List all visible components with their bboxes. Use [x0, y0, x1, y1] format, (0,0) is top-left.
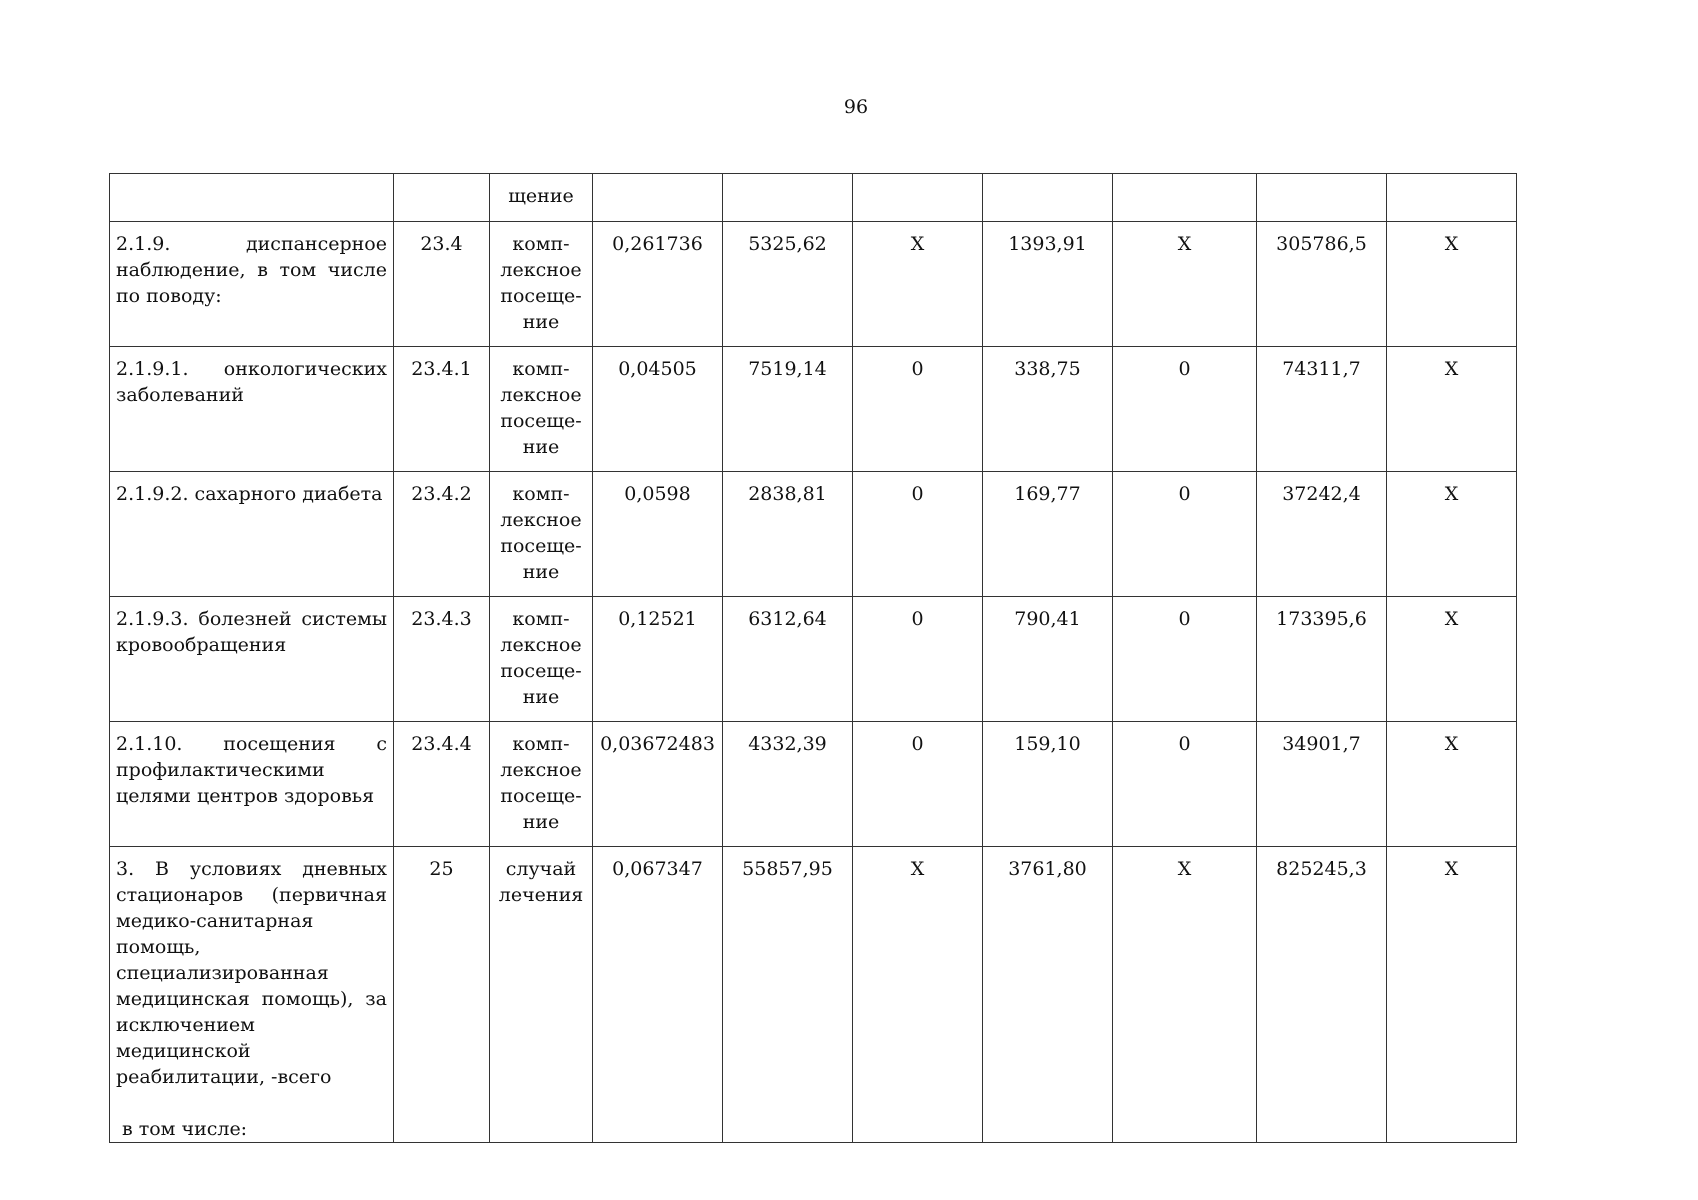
row-value-c4: 169,77	[983, 472, 1113, 597]
table-row	[110, 347, 1517, 472]
row-value-c2	[723, 174, 853, 222]
row-value-c2: 6312,64	[723, 597, 853, 722]
row-unit: комп- лексное посеще- ние	[490, 597, 593, 722]
row-code: 23.4.4	[394, 722, 490, 847]
row-value-c1: 0,067347	[593, 847, 723, 1143]
page-number: 96	[843, 96, 869, 118]
row-value-c3	[853, 174, 983, 222]
row-value-c5	[1113, 174, 1257, 222]
row-value-c5: 0	[1113, 722, 1257, 847]
row-value-c6: 825245,3	[1257, 847, 1387, 1143]
row-value-c3: X	[853, 222, 983, 347]
row-value-c2: 2838,81	[723, 472, 853, 597]
row-value-c2: 4332,39	[723, 722, 853, 847]
row-name-cell	[110, 222, 394, 347]
row-value-c7: X	[1387, 347, 1517, 472]
row-unit: комп- лексное посеще- ние	[490, 222, 593, 347]
row-note: в том числе:	[122, 1118, 248, 1140]
row-unit: щение	[490, 174, 593, 222]
row-value-c2: 55857,95	[723, 847, 853, 1143]
row-value-c7: X	[1387, 847, 1517, 1143]
table-row	[110, 597, 1517, 722]
row-name-cell	[110, 597, 394, 722]
data-table	[109, 173, 1517, 1143]
row-name: 3. В условиях дневных стационаров (первичная медико-санитарная помощь, специализированная медицинская помощь), за исключением медицинской реабилитации, -всего	[116, 858, 387, 1088]
row-value-c6: 37242,4	[1257, 472, 1387, 597]
row-value-c1: 0,12521	[593, 597, 723, 722]
row-value-c7: X	[1387, 722, 1517, 847]
row-value-c3: 0	[853, 347, 983, 472]
row-value-c5: 0	[1113, 597, 1257, 722]
table-row	[110, 222, 1517, 347]
row-code: 25	[394, 847, 490, 1143]
row-value-c1: 0,0598	[593, 472, 723, 597]
row-value-c5: 0	[1113, 347, 1257, 472]
row-value-c2: 5325,62	[723, 222, 853, 347]
row-value-c1	[593, 174, 723, 222]
row-value-c5: X	[1113, 847, 1257, 1143]
row-name-cell	[110, 472, 394, 597]
row-value-c2: 7519,14	[723, 347, 853, 472]
row-value-c6: 173395,6	[1257, 597, 1387, 722]
row-value-c7	[1387, 174, 1517, 222]
table-row	[110, 174, 1517, 222]
row-value-c1: 0,04505	[593, 347, 723, 472]
row-name: 2.1.9.2. сахарного диабета	[116, 483, 383, 505]
table-row	[110, 722, 1517, 847]
row-unit: случай лечения	[490, 847, 593, 1143]
row-value-c6: 305786,5	[1257, 222, 1387, 347]
row-value-c5: X	[1113, 222, 1257, 347]
row-value-c6: 74311,7	[1257, 347, 1387, 472]
row-value-c4: 790,41	[983, 597, 1113, 722]
row-name-cell	[110, 722, 394, 847]
row-value-c3: 0	[853, 722, 983, 847]
row-value-c3: 0	[853, 597, 983, 722]
row-value-c6: 34901,7	[1257, 722, 1387, 847]
row-name-cell	[110, 174, 394, 222]
row-name-cell	[110, 347, 394, 472]
row-value-c4: 338,75	[983, 347, 1113, 472]
row-code: 23.4.1	[394, 347, 490, 472]
row-value-c6	[1257, 174, 1387, 222]
row-value-c7: X	[1387, 472, 1517, 597]
row-code	[394, 174, 490, 222]
row-value-c4: 3761,80	[983, 847, 1113, 1143]
row-name: 2.1.10. посещения с профилактическими целями центров здоровья	[116, 733, 387, 807]
row-unit: комп- лексное посеще- ние	[490, 347, 593, 472]
row-name: 2.1.9.3. болезней системы кровообращения	[116, 608, 387, 656]
table-row	[110, 847, 1517, 1143]
table-row	[110, 472, 1517, 597]
row-code: 23.4.2	[394, 472, 490, 597]
row-unit: комп- лексное посеще- ние	[490, 722, 593, 847]
row-name-cell	[110, 847, 394, 1143]
row-value-c4	[983, 174, 1113, 222]
row-code: 23.4.3	[394, 597, 490, 722]
row-code: 23.4	[394, 222, 490, 347]
row-value-c7: X	[1387, 222, 1517, 347]
row-unit: комп- лексное посеще- ние	[490, 472, 593, 597]
row-value-c4: 159,10	[983, 722, 1113, 847]
row-value-c3: X	[853, 847, 983, 1143]
row-value-c5: 0	[1113, 472, 1257, 597]
row-value-c4: 1393,91	[983, 222, 1113, 347]
row-value-c1: 0,03672483	[593, 722, 723, 847]
row-value-c7: X	[1387, 597, 1517, 722]
row-name: 2.1.9.1. онкологических заболеваний	[116, 358, 387, 406]
row-value-c3: 0	[853, 472, 983, 597]
row-name: 2.1.9. диспансерное наблюдение, в том числе по поводу:	[116, 233, 387, 307]
row-value-c1: 0,261736	[593, 222, 723, 347]
